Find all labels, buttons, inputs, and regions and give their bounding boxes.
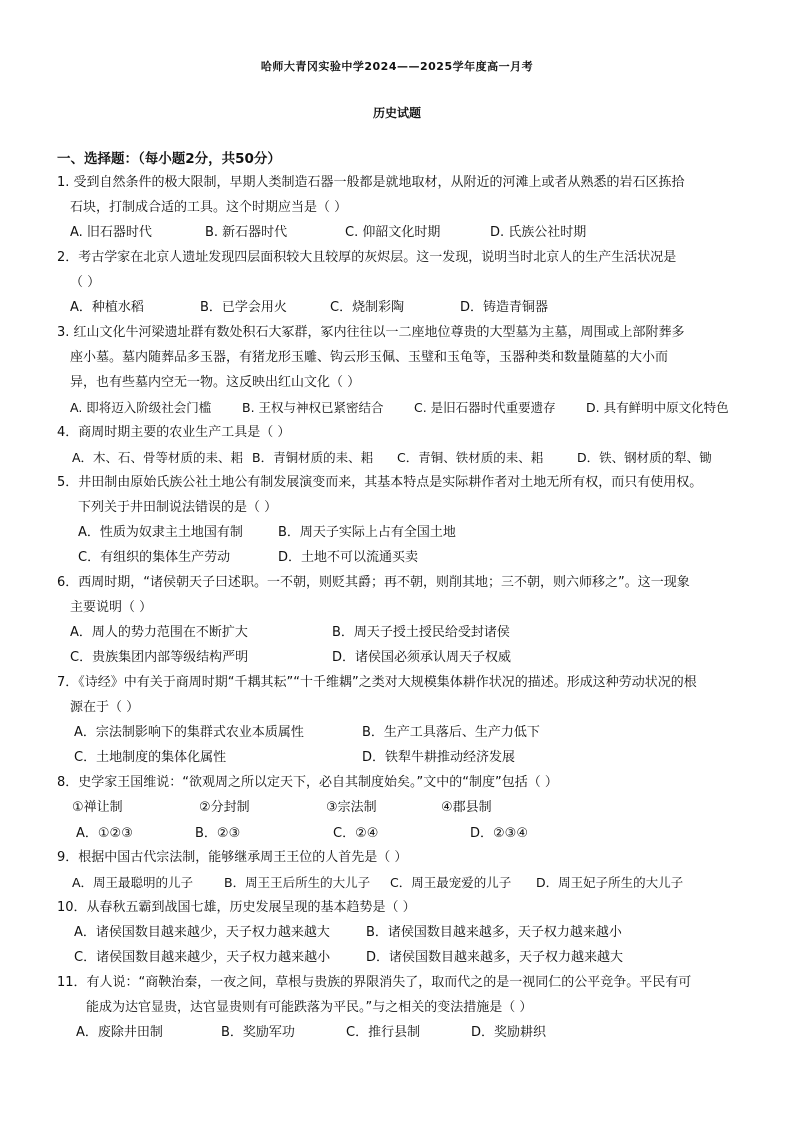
option-b: B．周天子授土授民给受封诸侯 — [332, 625, 510, 640]
question-11-options — [76, 1025, 546, 1041]
option-d: D．②③④ — [470, 826, 528, 841]
question-2-stem-line-1: 2．考古学家在北京人遗址发现四层面积较大且较厚的灰烬层。这一发现，说明当时北京人的生产生活状况是 — [57, 250, 677, 265]
question-6-options-row-2 — [70, 650, 511, 666]
option-c: C．推行县制 — [346, 1025, 421, 1040]
question-11-stem-line-1: 11．有人说：“商鞅治秦，一夜之间，草根与贵族的界限消失了，取而代之的是一视同仁的公平竞争。平民有可 — [57, 975, 692, 990]
question-6-stem-line-1: 6．西周时期，“诸侯朝天子曰述职。一不朝，则贬其爵；再不朝，则削其地；三不朝，则六师移之”。这一现象 — [57, 575, 690, 590]
option-a: A. 即将迈入阶级社会门槛 — [70, 400, 212, 415]
item-4: ④郡县制 — [441, 800, 492, 815]
option-d: D．奖励耕织 — [471, 1025, 547, 1040]
option-d: D．诸侯国必须承认周天子权威 — [332, 650, 512, 665]
option-a: A．周人的势力范围在不断扩大 — [70, 625, 248, 640]
option-a: A．宗法制影响下的集群式农业本质属性 — [74, 725, 304, 740]
option-a: A．性质为奴隶主土地国有制 — [78, 525, 243, 540]
option-a: A．木、石、骨等材质的耒、耜 — [72, 450, 244, 465]
option-a: A．①②③ — [76, 826, 133, 841]
option-b: B．已学会用火 — [200, 300, 287, 315]
option-c: C. 仰韶文化时期 — [345, 225, 441, 240]
question-1-stem-line-1: 1. 受到自然条件的极大限制，早期人类制造石器一般都是就地取材，从附近的河滩上或者从熟悉的岩石区拣拾 — [57, 175, 685, 190]
option-b: B．周天子实际上占有全国土地 — [278, 525, 456, 540]
question-4-options — [72, 450, 712, 466]
question-9-stem: 9．根据中国古代宗法制，能够继承周王王位的人首先是（ ） — [57, 850, 408, 865]
question-5-options-row-1 — [78, 525, 456, 541]
option-d: D．诸侯国数目越来越多，天子权力越来越大 — [366, 950, 624, 965]
option-b: B. 王权与神权已紧密结合 — [242, 400, 384, 415]
option-a: A．诸侯国数目越来越少，天子权力越来越大 — [74, 925, 330, 940]
option-d: D．铸造青铜器 — [460, 300, 549, 315]
question-6-options-row-1 — [70, 625, 510, 641]
option-b: B. 新石器时代 — [205, 225, 288, 240]
option-a: A．种植水稻 — [70, 300, 144, 315]
question-3-stem-line-1: 3. 红山文化牛河梁遗址群有数处积石大冢群，冢内往往以一二座地位尊贵的大型墓为主墓，周围或上部附葬多 — [57, 325, 685, 340]
question-7-options-row-2 — [74, 750, 515, 766]
option-a: A．废除井田制 — [76, 1025, 163, 1040]
option-c: C．②④ — [333, 826, 379, 841]
question-2-options — [70, 300, 548, 316]
option-b: B．周王王后所生的大儿子 — [224, 875, 371, 890]
option-b: B．生产工具落后、生产力低下 — [362, 725, 540, 740]
question-6-stem-line-2: 主要说明（ ） — [70, 600, 153, 615]
question-5-stem-line-1: 5．井田制由原始氏族公社土地公有制发展演变而来，其基本特点是实际耕作者对土地无所有权，而只有使用权。 — [57, 475, 703, 490]
section-heading: 一、选择题：（每小题2分，共50分） — [57, 151, 281, 167]
option-b: B．诸侯国数目越来越多，天子权力越来越小 — [366, 925, 622, 940]
option-a: A．周王最聪明的儿子 — [72, 875, 194, 890]
question-5-stem-line-2: 下列关于井田制说法错误的是（ ） — [78, 500, 278, 515]
option-d: D．土地不可以流通买卖 — [278, 550, 419, 565]
option-a: A. 旧石器时代 — [70, 225, 152, 240]
question-9-options — [72, 875, 683, 891]
option-c: C．烧制彩陶 — [330, 300, 405, 315]
option-c: C．诸侯国数目越来越少，天子权力越来越小 — [74, 950, 331, 965]
item-2: ②分封制 — [199, 800, 250, 815]
question-4-stem: 4．商周时期主要的农业生产工具是（ ） — [57, 425, 291, 440]
option-c: C．有组织的集体生产劳动 — [78, 550, 231, 565]
item-1: ①禅让制 — [72, 800, 123, 815]
question-7-stem-line-2: 源在于（ ） — [70, 700, 140, 715]
option-c: C．青铜、铁材质的耒、耜 — [397, 450, 544, 465]
option-b: B．奖励军功 — [221, 1025, 295, 1040]
question-10-options-row-2 — [74, 950, 623, 966]
question-8-stem: 8．史学家王国维说：“欲观周之所以定天下，必自其制度始矣。”文中的“制度”包括（ ） — [57, 775, 558, 790]
question-11-stem-line-2: 能成为达官显贵，达官显贵则有可能跌落为平民。”与之相关的变法措施是（ ） — [86, 1000, 533, 1015]
question-10-stem: 10．从春秋五霸到战国七雄，历史发展呈现的基本趋势是（ ） — [57, 900, 416, 915]
exam-subject: 历史试题 — [372, 106, 421, 120]
option-d: D．铁犁牛耕推动经济发展 — [362, 750, 516, 765]
question-10-options-row-1 — [74, 925, 622, 941]
question-7-options-row-1 — [74, 725, 540, 741]
question-1-stem-line-2: 石块，打制成合适的工具。这个时期应当是（ ） — [70, 200, 348, 215]
question-3-options — [70, 400, 729, 416]
option-b: B．青铜材质的耒、耜 — [252, 450, 374, 465]
option-c: C．贵族集团内部等级结构严明 — [70, 650, 249, 665]
option-c: C．土地制度的集体化属性 — [74, 750, 227, 765]
option-c: C．周王最宠爱的儿子 — [390, 875, 512, 890]
question-3-stem-line-3: 异，也有些墓内空无一物。这反映出红山文化（ ） — [70, 375, 361, 390]
question-8-options — [76, 826, 528, 842]
option-d: D. 氏族公社时期 — [490, 225, 587, 240]
question-2-stem-line-2: （ ） — [70, 275, 101, 290]
option-d: D. 具有鲜明中原文化特色 — [586, 400, 729, 415]
option-d: D．铁、钢材质的犁、锄 — [577, 450, 712, 465]
item-3: ③宗法制 — [326, 800, 377, 815]
question-1-options — [70, 225, 586, 241]
option-d: D．周王妃子所生的大儿子 — [536, 875, 684, 890]
exam-title: 哈师大青冈实验中学2024——2025学年度高一月考 — [260, 60, 534, 73]
question-5-options-row-2 — [78, 550, 418, 566]
option-b: B．②③ — [195, 826, 241, 841]
question-8-items — [72, 800, 492, 816]
option-c: C. 是旧石器时代重要遗存 — [414, 400, 556, 415]
question-3-stem-line-2: 座小墓。墓内随葬品多玉器，有猪龙形玉雕、钩云形玉佩、玉璧和玉龟等，玉器种类和数量随墓的大小而 — [70, 350, 669, 365]
question-7-stem-line-1: 7．《诗经》中有关于商周时期“千耦其耘”“十千维耦”之类对大规模集体耕作状况的描述。形成这种劳动状况的根 — [57, 675, 697, 690]
